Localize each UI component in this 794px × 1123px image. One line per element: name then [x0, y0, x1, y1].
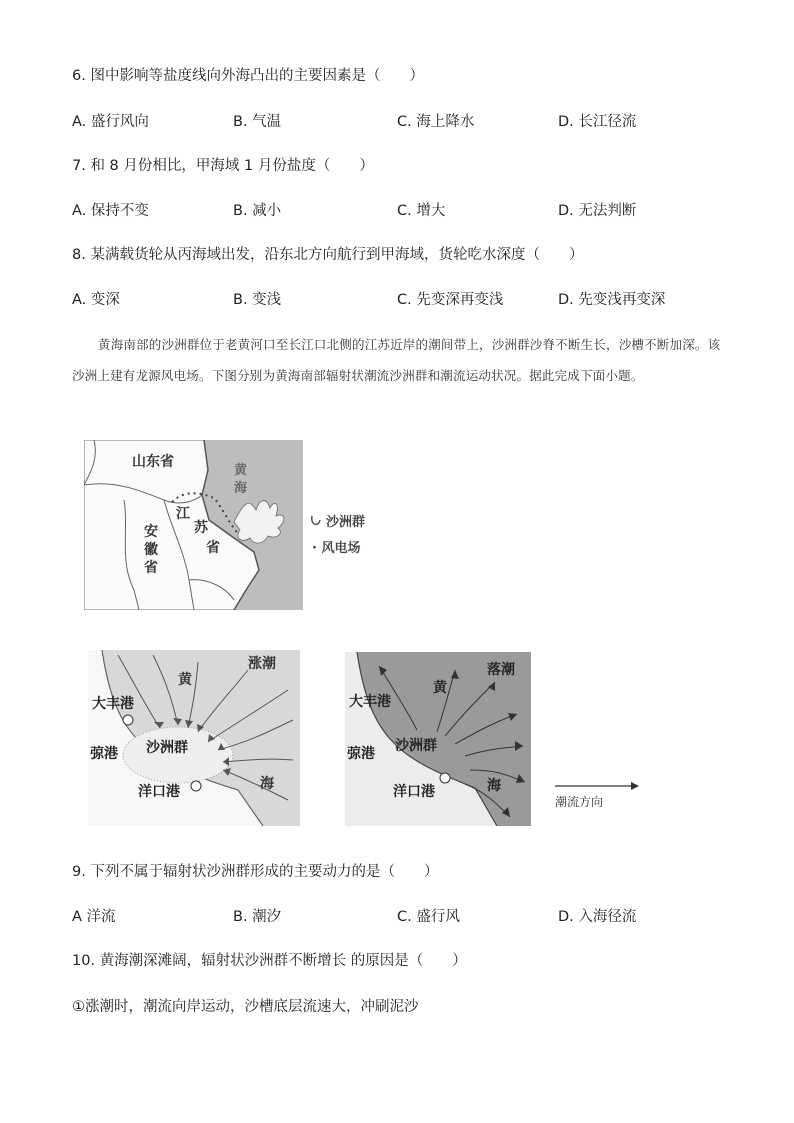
q7-option-b: B. 减小	[233, 203, 282, 219]
q6-option-d: D. 长江径流	[558, 114, 637, 130]
flood-label-hai: 海	[260, 776, 274, 792]
q8-option-d: D. 先变浅再变深	[558, 292, 666, 308]
q10-statement-1: ①涨潮时，潮流向岸运动，沙槽底层流速大，冲刷泥沙	[72, 999, 419, 1015]
label-anhui-3: 省	[144, 560, 158, 576]
flood-label-xian: 弶港	[90, 746, 118, 762]
ebb-title: 落潮	[487, 662, 515, 678]
q6-option-b: B. 气温	[233, 114, 282, 130]
sandbar-legend-icon	[312, 516, 320, 524]
reading-passage: 黄海南部的沙洲群位于老黄河口至长江口北侧的江苏近岸的潮间带上，沙洲群沙脊不断生长，沙槽不断加深。该沙洲上建有龙源风电场。下图分别为黄海南部辐射状潮流沙洲群和潮流运动状况。据此完成下面小题。	[72, 337, 721, 383]
flood-label-shazhou: 沙洲群	[146, 740, 188, 756]
ebb-label-dafeng: 大丰港	[349, 694, 391, 710]
ebb-label-yangkou: 洋口港	[393, 784, 435, 800]
jiangsu-coast-map	[84, 440, 384, 610]
flood-label-yangkou: 洋口港	[138, 784, 180, 800]
q7-option-a: A. 保持不变	[72, 203, 149, 219]
q7-option-d: D. 无法判断	[558, 203, 637, 219]
question-10-stem: 10. 黄海潮深滩阔，辐射状沙洲群不断增长 的原因是（ ）	[72, 953, 467, 969]
q9-option-b: B. 潮汐	[233, 909, 282, 925]
tide-direction-legend	[553, 778, 643, 814]
question-6-stem: 6. 图中影响等盐度线向外海凸出的主要因素是（ ）	[72, 68, 424, 84]
legend-shazhou: 沙洲群	[326, 515, 366, 530]
label-anhui-2: 徽	[144, 542, 158, 558]
question-7-stem: 7. 和 8 月份相比，甲海域 1 月份盐度（ ）	[72, 158, 374, 174]
q8-option-b: B. 变浅	[233, 292, 282, 308]
q8-option-c: C. 先变深再变浅	[397, 292, 504, 308]
flood-title: 涨潮	[248, 656, 276, 672]
ebb-label-huang: 黄	[433, 680, 447, 696]
q8-option-a: A. 变深	[72, 292, 120, 308]
label-anhui-1: 安	[144, 524, 158, 540]
label-shandong: 山东省	[132, 454, 174, 470]
q6-option-a: A. 盛行风向	[72, 114, 149, 130]
legend-tide-direction: 潮流方向	[555, 795, 604, 809]
dafeng-port-icon	[123, 715, 133, 725]
ebb-yangkou-port-icon	[440, 773, 450, 783]
q9-option-c: C. 盛行风	[397, 909, 460, 925]
flood-label-dafeng: 大丰港	[92, 696, 134, 712]
q7-option-c: C. 增大	[397, 203, 446, 219]
label-jiangsu-3: 省	[206, 540, 220, 556]
label-jiangsu-2: 苏	[194, 520, 208, 536]
question-9-stem: 9. 下列不属于辐射状沙洲群形成的主要动力的是（ ）	[72, 864, 439, 880]
label-sea-huang: 黄	[234, 463, 248, 478]
flood-tide-map	[88, 650, 300, 826]
ebb-tide-map	[345, 652, 531, 826]
q9-option-d: D. 入海径流	[558, 909, 637, 925]
ebb-label-xian: 弶港	[347, 746, 375, 762]
label-sea-hai: 海	[234, 481, 248, 496]
q6-option-c: C. 海上降水	[397, 114, 475, 130]
q9-option-a: A 洋流	[72, 909, 116, 925]
ebb-label-shazhou: 沙洲群	[395, 738, 437, 754]
flood-label-huang: 黄	[178, 672, 192, 688]
legend-wind-farm: · 风电场	[312, 541, 361, 556]
ebb-label-hai: 海	[487, 778, 501, 794]
question-8-stem: 8. 某满载货轮从丙海域出发，沿东北方向航行到甲海域，货轮吃水深度（ ）	[72, 247, 584, 263]
label-jiangsu-1: 江	[176, 506, 190, 522]
yangkou-port-icon	[191, 781, 201, 791]
